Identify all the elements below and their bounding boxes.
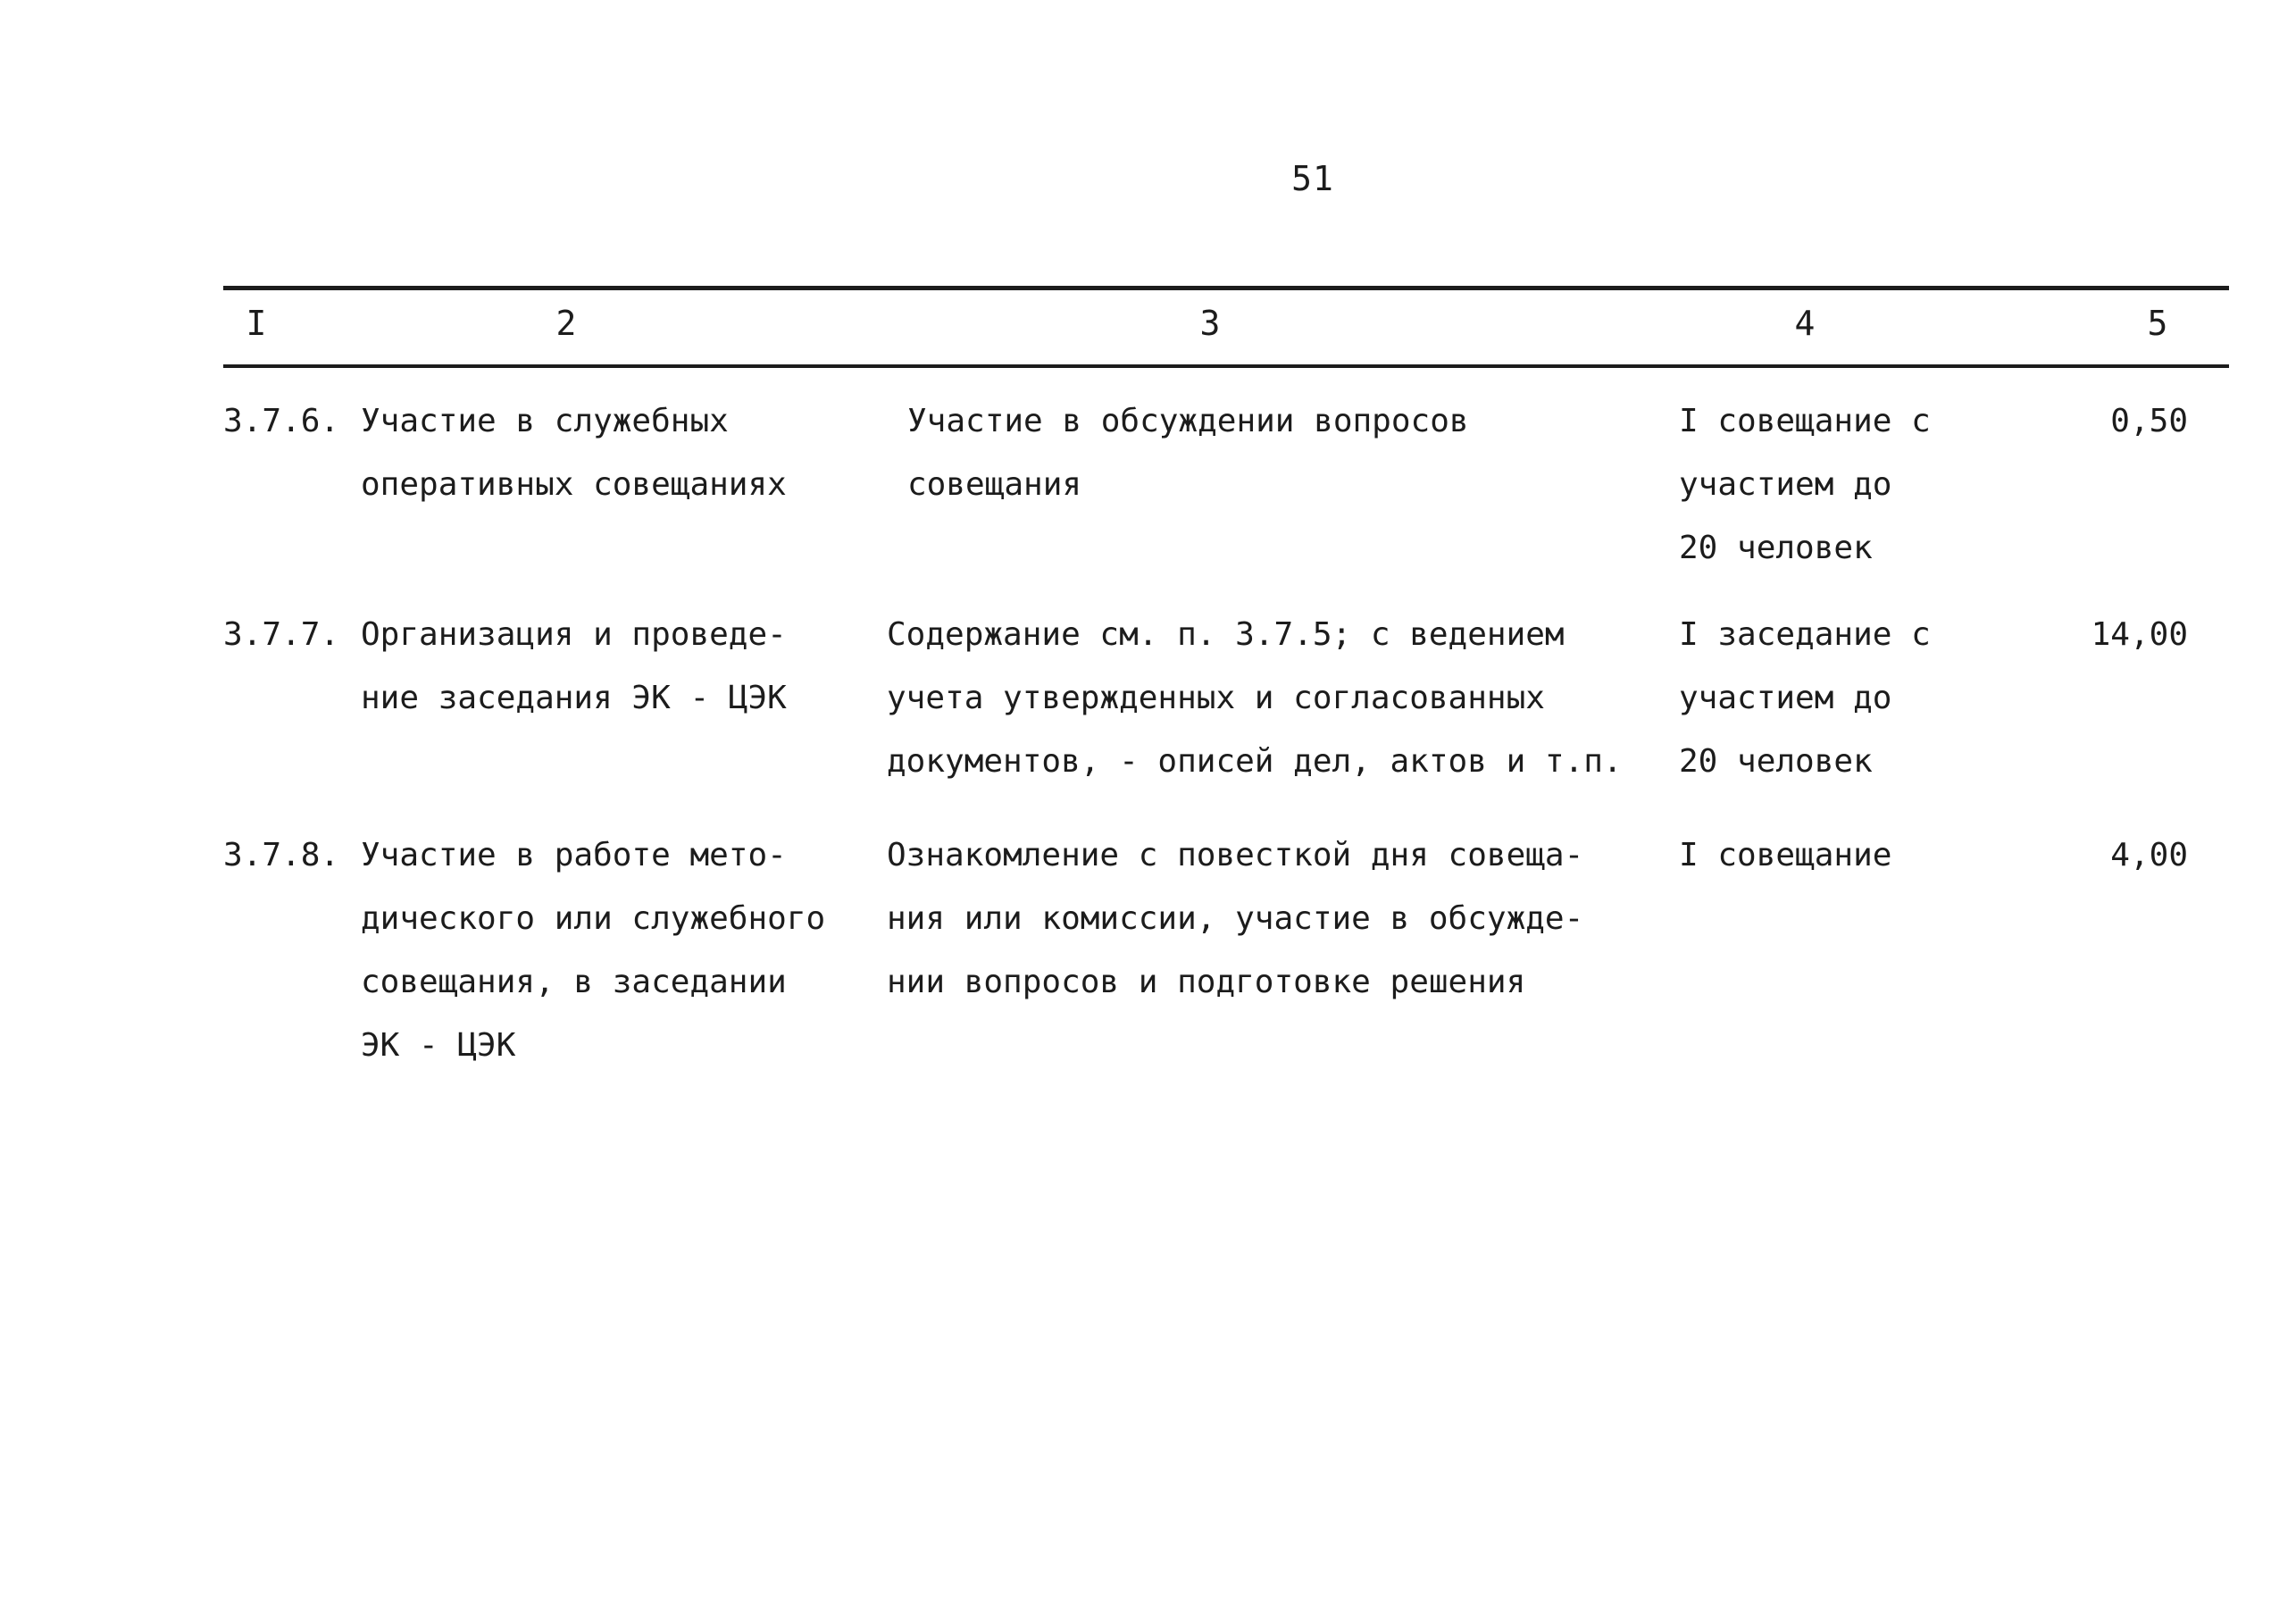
row-norm-value: 0,50: [2110, 403, 2188, 439]
work-name-line: дического или служебного: [361, 900, 826, 937]
row-work-description: [907, 389, 1649, 516]
unit-line: I совещание с: [1679, 403, 1931, 439]
column-header-2: 2: [555, 304, 577, 343]
row-number: 3.7.8.: [223, 837, 340, 873]
row-work-description: [887, 603, 1628, 793]
work-name-line: Участие в служебных: [361, 403, 729, 439]
table-header-rule: [223, 364, 2229, 368]
unit-line: участием до: [1679, 466, 1892, 503]
row-work-name: [361, 389, 861, 516]
row-work-description: [887, 823, 1628, 1014]
description-line: Ознакомление с повесткой дня совеща-: [887, 837, 1584, 873]
column-header-1: I: [246, 304, 267, 343]
work-name-line: ние заседания ЭК - ЦЭК: [361, 680, 787, 716]
row-number: 3.7.7.: [223, 616, 340, 653]
table-header-row: [0, 304, 2296, 350]
row-work-name: [361, 823, 861, 1077]
description-line: Участие в обсуждении вопросов: [907, 403, 1469, 439]
table-top-rule: [223, 286, 2229, 290]
row-number: 3.7.6.: [223, 403, 340, 439]
unit-line: 20 человек: [1679, 530, 1873, 566]
work-name-line: совещания, в заседании: [361, 964, 787, 1000]
unit-line: I заседание с: [1679, 616, 1931, 653]
work-name-line: Участие в работе мето-: [361, 837, 787, 873]
page-number: 51: [1291, 159, 1334, 198]
column-header-4: 4: [1794, 304, 1816, 343]
description-line: совещания: [907, 466, 1082, 503]
row-norm-value: 14,00: [2091, 616, 2188, 653]
work-name-line: оперативных совещаниях: [361, 466, 787, 503]
description-line: нии вопросов и подготовке решения: [887, 964, 1526, 1000]
column-header-5: 5: [2147, 304, 2168, 343]
description-line: учета утвержденных и согласованных: [887, 680, 1545, 716]
work-name-line: Организация и проведе-: [361, 616, 787, 653]
column-header-3: 3: [1199, 304, 1221, 343]
work-name-line: ЭК - ЦЭК: [361, 1027, 516, 1064]
row-norm-value: 4,00: [2110, 837, 2188, 873]
row-unit: [1679, 823, 1974, 887]
unit-line: участием до: [1679, 680, 1892, 716]
description-line: Содержание см. п. 3.7.5; с ведением: [887, 616, 1565, 653]
row-work-name: [361, 603, 861, 730]
unit-line: 20 человек: [1679, 743, 1873, 780]
description-line: ния или комиссии, участие в обсужде-: [887, 900, 1584, 937]
row-unit: [1679, 603, 1974, 793]
row-unit: [1679, 389, 1974, 580]
description-line: документов, - описей дел, актов и т.п.: [887, 743, 1623, 780]
unit-line: I совещание: [1679, 837, 1892, 873]
